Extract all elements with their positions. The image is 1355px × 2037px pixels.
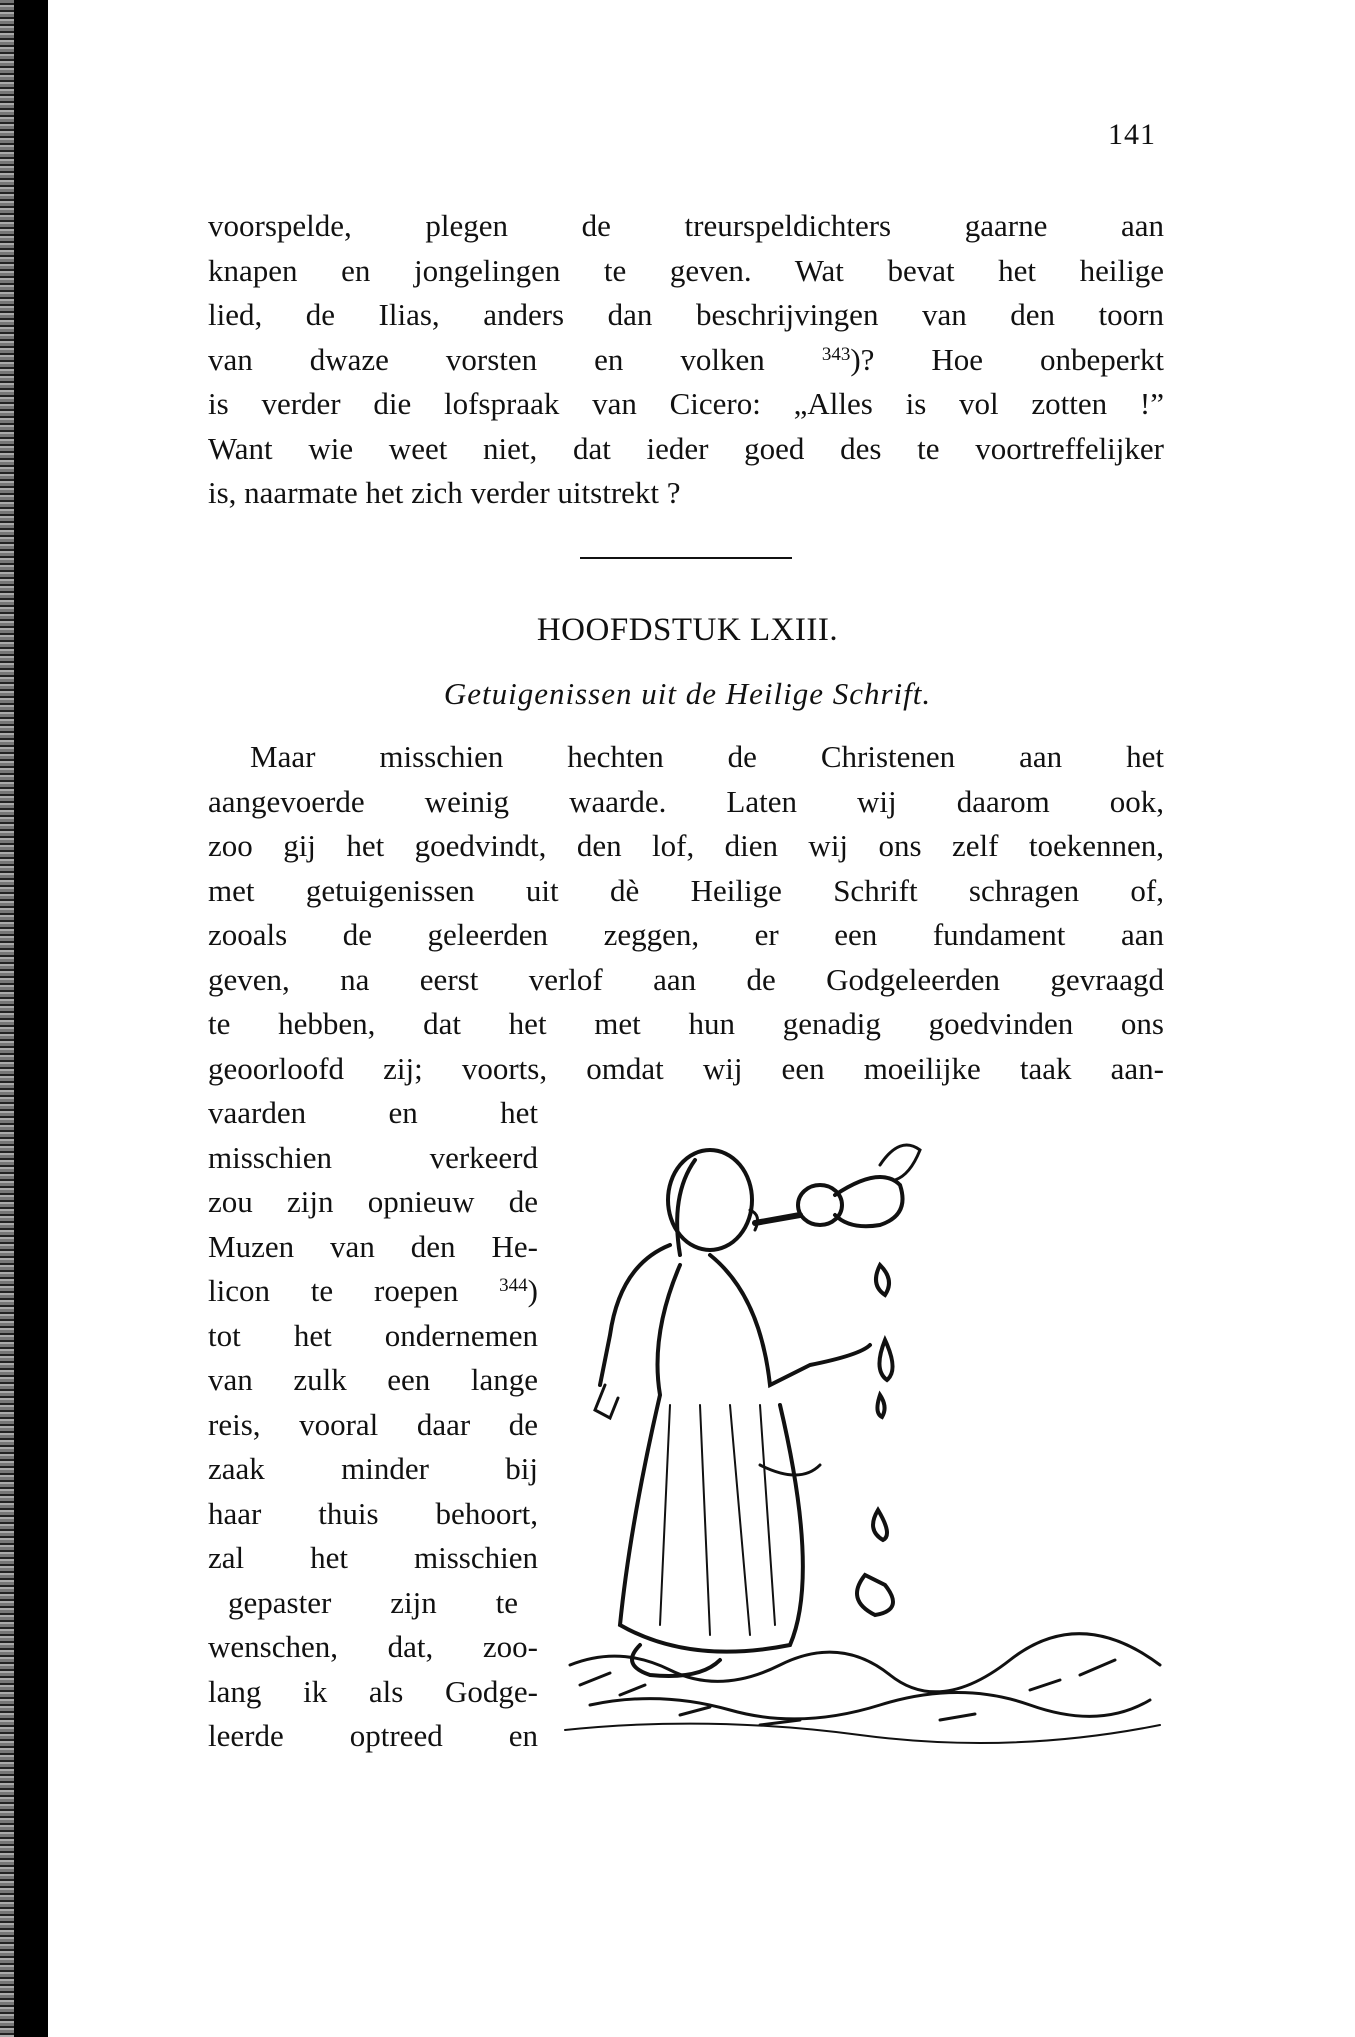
text-fragment: licon te roepen [208, 1273, 500, 1308]
text-line: leerde optreed en [208, 1718, 538, 1753]
woodcut-illustration [560, 1105, 1170, 1750]
falling-objects-icon [857, 1265, 893, 1615]
text-line: lied, de Ilias, anders dan beschrijvingen van den toorn [208, 297, 1164, 332]
book-spine-shadow [0, 0, 48, 2037]
text-fragment: ) [527, 1273, 538, 1308]
spine-edge [0, 0, 14, 2037]
text-line: van zulk een lange [208, 1362, 538, 1397]
text-line: met getuigenissen uit dè Heilige Schrift schragen of, [208, 872, 1164, 908]
chapter-subtitle: Getuigenissen uit de Heilige Schrift. [443, 676, 932, 711]
text-fragment: )? Hoe onbeperkt [850, 341, 1164, 377]
text-line: zooals de geleerden zeggen, er een fundament aan [208, 917, 1164, 952]
text-line: zaak minder bij [208, 1451, 538, 1486]
text-line: lang ik als Godge- [208, 1673, 538, 1709]
text-line: zou zijn opnieuw de [208, 1184, 538, 1219]
text-line: zoo gij het goedvindt, den lof, dien wij ons zelf toekennen, [208, 828, 1164, 863]
chapter-heading: HOOFDSTUK LXIII. [536, 612, 839, 648]
text-line: tot het ondernemen [208, 1317, 538, 1353]
text-line: wenschen, dat, zoo- [208, 1629, 538, 1664]
text-line: geoorloofd zij; voorts, omdat wij een moeilijke taak aan- [208, 1050, 1164, 1086]
text-line: haar thuis behoort, [208, 1495, 538, 1531]
text-line: vaarden en het [208, 1095, 538, 1130]
figure-icon [595, 1150, 870, 1676]
text-line: geven, na eerst verlof aan de Godgeleerden gevraagd [208, 961, 1164, 997]
text-line: te hebben, dat het met hun genadig goedvinden ons [208, 1006, 1164, 1041]
text-line [208, 1269, 538, 1313]
footnote-ref[interactable]: 344 [499, 1275, 528, 1296]
text-fragment: van dwaze vorsten en volken [208, 341, 822, 377]
text-line: misschien verkeerd [208, 1139, 538, 1175]
text-line [208, 338, 1164, 382]
text-line: is, naarmate het zich verder uitstrekt ? [208, 475, 681, 510]
text-line: gepaster zijn te [228, 1584, 518, 1620]
text-line: Muzen van den He- [208, 1228, 538, 1264]
ground-icon [565, 1634, 1160, 1743]
cherub-icon [755, 1145, 920, 1226]
text-line: Want wie weet niet, dat ieder goed des te voortreffelijker [208, 430, 1164, 466]
text-line: knapen en jongelingen te geven. Wat bevat het heilige [208, 252, 1164, 288]
text-line: Maar misschien hechten de Christenen aan het [250, 739, 1164, 774]
text-line: is verder die lofspraak van Cicero: „Alles is vol zotten !” [208, 386, 1164, 421]
section-divider [580, 557, 792, 559]
page-number: 141 [1108, 118, 1156, 151]
text-line: aangevoerde weinig waarde. Laten wij daarom ook, [208, 783, 1164, 819]
text-line: voorspelde, plegen de treurspeldichters gaarne aan [208, 208, 1164, 243]
text-line: zal het misschien [208, 1540, 538, 1575]
text-line: reis, vooral daar de [208, 1406, 538, 1442]
footnote-ref[interactable]: 343 [821, 343, 851, 365]
